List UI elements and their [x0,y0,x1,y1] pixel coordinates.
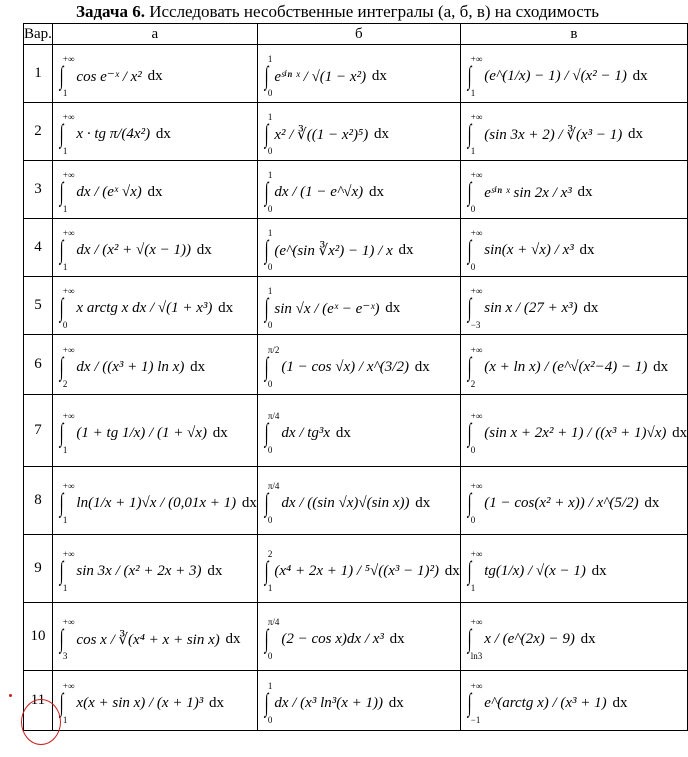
upper-limit: +∞ [62,228,75,238]
integral-sign: π/2 ∫ 0 [264,345,280,389]
integral-c: +∞ ∫ 1 tg(1/x) / √(x − 1) dx [467,549,607,593]
lower-limit: 1 [62,515,68,525]
integral-sign: +∞ ∫ −1 [467,681,483,725]
integral-b: π/2 ∫ 0 (1 − cos √x) / x^(3/2) dx [264,345,430,389]
table-row [24,603,688,671]
lower-limit: 3 [62,651,68,661]
cell-b [257,161,460,219]
upper-limit: 1 [267,170,273,180]
integral-a: +∞ ∫ 1 dx / (eˣ √x) dx [59,170,163,214]
lower-limit: 1 [470,146,476,156]
integral-sign: +∞ ∫ 0 [467,228,483,272]
upper-limit: +∞ [62,112,75,122]
lower-limit: 0 [267,262,273,272]
cell-a [52,45,257,103]
integral-sign: +∞ ∫ 1 [467,54,483,98]
lower-limit: 2 [62,379,68,389]
cell-c [460,103,687,161]
integral-sign: +∞ ∫ 0 [467,481,483,525]
task-number: Задача 6. [75,2,145,21]
cell-a [52,671,257,731]
integral-c: +∞ ∫ 0 (sin x + 2x² + 1) / ((x³ + 1)√x) dx [467,411,688,455]
variant-number: 6 [24,335,53,395]
upper-limit: +∞ [62,286,75,296]
lower-limit: 0 [267,715,273,725]
integrand: (sin x + 2x² + 1) / ((x³ + 1)√x) [484,424,667,441]
integrand: (sin 3x + 2) / ∛(x³ − 1) [484,126,623,143]
cell-a [52,277,257,335]
upper-limit: +∞ [470,549,483,559]
integral-sign: 1 ∫ 0 [264,112,273,156]
cell-b [257,45,460,103]
upper-limit: 1 [267,681,273,691]
integrand: dx / tg³x [281,424,331,441]
upper-limit: +∞ [62,345,75,355]
upper-limit: 1 [267,286,273,296]
cell-c [460,671,687,731]
lower-limit: 0 [267,320,273,330]
integral-c: +∞ ∫ −3 sin x / (27 + x³) dx [467,286,599,330]
header-a: а [52,24,257,45]
cell-c [460,161,687,219]
integral-a: +∞ ∫ 1 cos e⁻ˣ / x² dx [59,54,163,98]
integrand: ln(1/x + 1)√x / (0,01x + 1) [76,494,237,511]
integral-b: π/4 ∫ 0 dx / tg³x dx [264,411,351,455]
upper-limit: +∞ [470,481,483,491]
lower-limit: 1 [470,583,476,593]
table-row [24,103,688,161]
integral-sign: +∞ ∫ ln3 [467,617,483,661]
lower-limit: −1 [470,715,481,725]
integral-sign: +∞ ∫ 0 [467,411,483,455]
table-row [24,219,688,277]
integrand: dx / ((sin √x)√(sin x)) [281,494,410,511]
integrand: x(x + sin x) / (x + 1)³ [76,694,204,711]
integrand: dx / (eˣ √x) [76,183,142,200]
upper-limit: +∞ [62,549,75,559]
integral-sign: +∞ ∫ 1 [59,170,75,214]
cell-c [460,395,687,467]
variant-number: 9 [24,535,53,603]
upper-limit: +∞ [62,170,75,180]
integrand: (e^(1/x) − 1) / √(x² − 1) [484,67,627,84]
integral-sign: +∞ ∫ 1 [59,411,75,455]
lower-limit: 1 [470,88,476,98]
integral-a: +∞ ∫ 1 ln(1/x + 1)√x / (0,01x + 1) dx [59,481,257,525]
lower-limit: 2 [470,379,476,389]
upper-limit: +∞ [62,617,75,627]
integral-sign: 2 ∫ 1 [264,549,273,593]
header-variant: Вар. [24,24,53,45]
cell-b [257,603,460,671]
integrand: x · tg π/(4x²) [76,125,151,142]
upper-limit: +∞ [470,112,483,122]
integrand: sin x / (27 + x³) [484,299,578,316]
integral-c: +∞ ∫ 1 (sin 3x + 2) / ∛(x³ − 1) dx [467,112,644,156]
upper-limit: π/2 [267,345,280,355]
integral-sign: 1 ∫ 0 [264,286,273,330]
integral-sign: +∞ ∫ 0 [59,286,75,330]
variant-number: 10 [24,603,53,671]
cell-c [460,467,687,535]
variant-number: 4 [24,219,53,277]
integrand: dx / ((x³ + 1) ln x) [76,358,185,375]
cell-a [52,161,257,219]
upper-limit: 2 [267,549,273,559]
integral-a: +∞ ∫ 1 x(x + sin x) / (x + 1)³ dx [59,681,224,725]
cell-a [52,603,257,671]
cell-b [257,395,460,467]
upper-limit: +∞ [470,170,483,180]
lower-limit: 0 [267,146,273,156]
lower-limit: 1 [62,715,68,725]
integral-b: 2 ∫ 1 (x⁴ + 2x + 1) / ⁵√((x³ − 1)²) dx [264,549,460,593]
header-b: б [257,24,460,45]
variant-number: 1 [24,45,53,103]
variant-number: 5 [24,277,53,335]
variant-number: 8 [24,467,53,535]
integral-c: +∞ ∫ 0 eˢⁱⁿ ˣ sin 2x / x³ dx [467,170,593,214]
integral-b: 1 ∫ 0 dx / (x³ ln³(x + 1)) dx [264,681,404,725]
integrand: eˢⁱⁿ ˣ / √(1 − x²) [274,68,367,85]
table-row [24,535,688,603]
red-circle-mark [21,699,61,745]
lower-limit: 1 [62,204,68,214]
cell-a [52,395,257,467]
table-row [24,277,688,335]
upper-limit: 1 [267,112,273,122]
integral-sign: +∞ ∫ 1 [59,481,75,525]
integrand: x / (e^(2x) − 9) [484,630,575,647]
table-row [24,335,688,395]
header-c: в [460,24,687,45]
integrand: sin √x / (eˣ − e⁻ˣ) [274,300,380,317]
cell-a [52,467,257,535]
variant-number: 7 [24,395,53,467]
integral-sign: 1 ∫ 0 [264,54,273,98]
integrand: dx / (x³ ln³(x + 1)) [274,694,384,711]
integral-c: +∞ ∫ 2 (x + ln x) / (e^√(x²−4) − 1) dx [467,345,669,389]
upper-limit: +∞ [470,286,483,296]
table-row [24,161,688,219]
integral-b: 1 ∫ 0 eˢⁱⁿ ˣ / √(1 − x²) dx [264,54,387,98]
integral-a: +∞ ∫ 1 sin 3x / (x² + 2x + 3) dx [59,549,223,593]
upper-limit: +∞ [62,481,75,491]
lower-limit: 0 [267,651,273,661]
red-dot-mark [9,694,12,697]
cell-b [257,219,460,277]
lower-limit: 0 [470,515,476,525]
table-row [24,671,688,731]
table-header-row [24,24,688,45]
integrand: sin(x + √x) / x³ [484,241,574,258]
lower-limit: 0 [267,445,273,455]
integrand: (2 − cos x)dx / x³ [281,630,384,647]
lower-limit: 1 [62,262,68,272]
integrand: e^(arctg x) / (x³ + 1) [484,694,607,711]
integral-sign: +∞ ∫ 1 [59,549,75,593]
cell-b [257,277,460,335]
integral-a: +∞ ∫ 1 x · tg π/(4x²) dx [59,112,171,156]
integral-sign: +∞ ∫ 1 [467,549,483,593]
table-row [24,395,688,467]
upper-limit: +∞ [470,228,483,238]
cell-a [52,103,257,161]
variant-number: 3 [24,161,53,219]
integral-sign: +∞ ∫ 1 [59,228,75,272]
integrand: (e^(sin ∛x²) − 1) / x [274,242,393,259]
integral-b: 1 ∫ 0 dx / (1 − e^√x) dx [264,170,384,214]
integrand: tg(1/x) / √(x − 1) [484,562,586,579]
integrand: (1 − cos(x² + x)) / x^(5/2) [484,494,639,511]
lower-limit: 0 [267,88,273,98]
integral-a: +∞ ∫ 1 (1 + tg 1/x) / (1 + √x) dx [59,411,228,455]
lower-limit: 1 [267,583,273,593]
integral-c: +∞ ∫ 0 sin(x + √x) / x³ dx [467,228,595,272]
integral-b: 1 ∫ 0 x² / ∛((1 − x²)⁵) dx [264,112,389,156]
integrand: x arctg x dx / √(1 + x³) [76,299,213,316]
integrand: (x + ln x) / (e^√(x²−4) − 1) [484,358,648,375]
table-row [24,467,688,535]
integral-sign: +∞ ∫ 2 [59,345,75,389]
integral-sign: +∞ ∫ 1 [59,112,75,156]
upper-limit: 1 [267,228,273,238]
integrand: cos e⁻ˣ / x² [76,68,142,85]
integral-sign: +∞ ∫ 1 [59,54,75,98]
lower-limit: 0 [267,204,273,214]
integral-sign: π/4 ∫ 0 [264,411,280,455]
upper-limit: 1 [267,54,273,64]
cell-b [257,335,460,395]
integral-b: 1 ∫ 0 sin √x / (eˣ − e⁻ˣ) dx [264,286,401,330]
cell-a [52,535,257,603]
lower-limit: 0 [470,204,476,214]
upper-limit: +∞ [470,411,483,421]
lower-limit: −3 [470,320,481,330]
integral-b: 1 ∫ 0 (e^(sin ∛x²) − 1) / x dx [264,228,414,272]
integrand: dx / (1 − e^√x) [274,183,364,200]
upper-limit: π/4 [267,411,280,421]
upper-limit: +∞ [470,617,483,627]
upper-limit: +∞ [62,411,75,421]
lower-limit: 0 [470,445,476,455]
cell-c [460,603,687,671]
cell-c [460,45,687,103]
upper-limit: +∞ [62,54,75,64]
cell-b [257,467,460,535]
cell-b [257,103,460,161]
integrand: (x⁴ + 2x + 1) / ⁵√((x³ − 1)²) [274,562,439,579]
upper-limit: π/4 [267,617,280,627]
integral-sign: +∞ ∫ 0 [467,170,483,214]
page-title [0,2,675,22]
integral-c: +∞ ∫ 1 (e^(1/x) − 1) / √(x² − 1) dx [467,54,648,98]
integral-b: π/4 ∫ 0 (2 − cos x)dx / x³ dx [264,617,405,661]
lower-limit: 1 [62,583,68,593]
cell-c [460,219,687,277]
integral-sign: +∞ ∫ 3 [59,617,75,661]
cell-b [257,535,460,603]
integral-c: +∞ ∫ ln3 x / (e^(2x) − 9) dx [467,617,596,661]
integral-a: +∞ ∫ 3 cos x / ∛(x⁴ + x + sin x) dx [59,617,241,661]
integral-sign: +∞ ∫ 1 [467,112,483,156]
upper-limit: +∞ [470,681,483,691]
cell-c [460,277,687,335]
integrand: (1 − cos √x) / x^(3/2) [281,358,409,375]
integral-b: π/4 ∫ 0 dx / ((sin √x)√(sin x)) dx [264,481,431,525]
upper-limit: +∞ [470,54,483,64]
cell-b [257,671,460,731]
integrand: dx / (x² + √(x − 1)) [76,241,192,258]
integrand: cos x / ∛(x⁴ + x + sin x) [76,631,220,648]
integrand: sin 3x / (x² + 2x + 3) [76,562,202,579]
integral-sign: π/4 ∫ 0 [264,481,280,525]
integral-c: +∞ ∫ −1 e^(arctg x) / (x³ + 1) dx [467,681,628,725]
cell-c [460,535,687,603]
integral-sign: +∞ ∫ 2 [467,345,483,389]
lower-limit: 0 [470,262,476,272]
integrals-table [23,23,688,731]
cell-a [52,219,257,277]
integral-a: +∞ ∫ 1 dx / (x² + √(x − 1)) dx [59,228,212,272]
integral-c: +∞ ∫ 0 (1 − cos(x² + x)) / x^(5/2) dx [467,481,660,525]
variant-number: 11 [24,671,53,731]
cell-a [52,335,257,395]
integral-sign: 1 ∫ 0 [264,681,273,725]
integral-a: +∞ ∫ 0 x arctg x dx / √(1 + x³) dx [59,286,234,330]
lower-limit: 1 [62,146,68,156]
table-row [24,45,688,103]
lower-limit: 1 [62,88,68,98]
integral-sign: +∞ ∫ −3 [467,286,483,330]
integral-a: +∞ ∫ 2 dx / ((x³ + 1) ln x) dx [59,345,206,389]
integral-sign: π/4 ∫ 0 [264,617,280,661]
integral-sign: +∞ ∫ 1 [59,681,75,725]
upper-limit: π/4 [267,481,280,491]
lower-limit: ln3 [470,651,483,661]
lower-limit: 0 [267,379,273,389]
integral-sign: 1 ∫ 0 [264,228,273,272]
integral-sign: 1 ∫ 0 [264,170,273,214]
task-statement: Исследовать несобственные интегралы (а, б, в) на сходимость [149,2,600,21]
variant-number: 2 [24,103,53,161]
lower-limit: 0 [267,515,273,525]
integrand: (1 + tg 1/x) / (1 + √x) [76,424,207,441]
upper-limit: +∞ [470,345,483,355]
lower-limit: 0 [62,320,68,330]
integrand: x² / ∛((1 − x²)⁵) [274,126,369,143]
cell-c [460,335,687,395]
integrand: eˢⁱⁿ ˣ sin 2x / x³ [484,184,572,201]
lower-limit: 1 [62,445,68,455]
upper-limit: +∞ [62,681,75,691]
